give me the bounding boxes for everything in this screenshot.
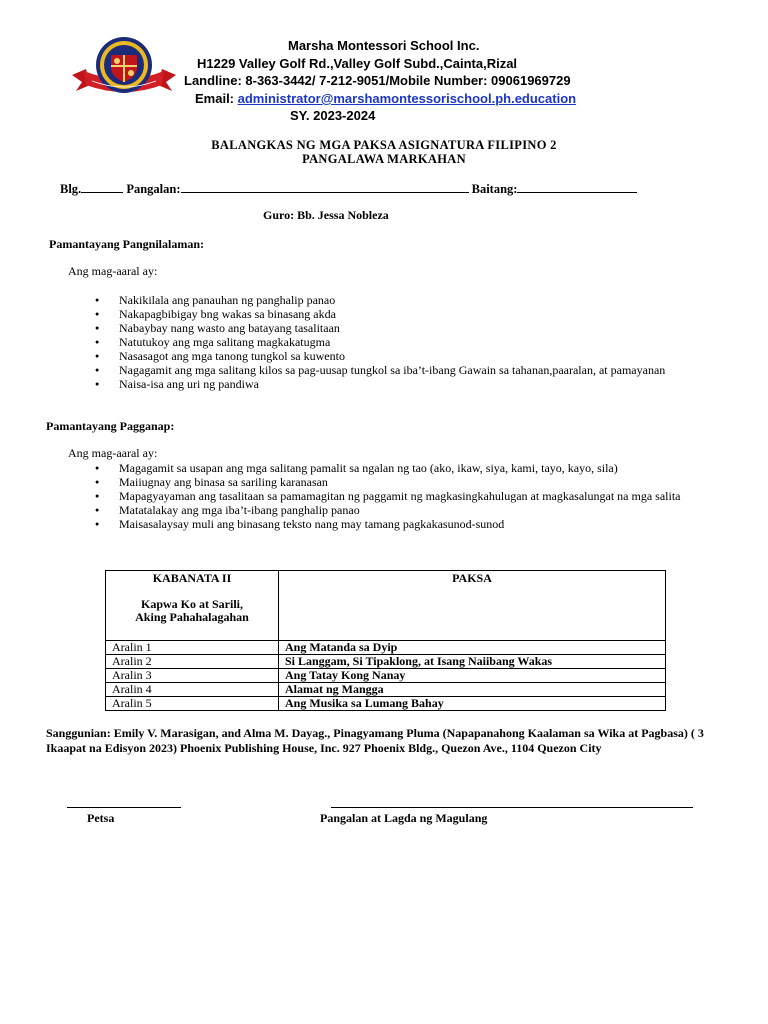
table-row [106, 641, 666, 655]
pangnilalaman-heading: Pamantayang Pangnilalaman: [49, 237, 205, 251]
kabanata-subtitle-1: Kapwa Ko at Sarili, [140, 597, 243, 611]
pagganap-heading: Pamantayang Pagganap: [46, 419, 175, 433]
list-item: ● Matatalakay ang mga iba’t-ibang panghalip panao [93, 503, 728, 517]
student-info-line [60, 180, 637, 197]
aralin-cell: Aralin 2 [106, 655, 279, 669]
aralin-cell: Aralin 5 [106, 697, 279, 711]
table-row [106, 683, 666, 697]
pangalan-field[interactable] [181, 180, 469, 193]
paksa-cell: Alamat ng Mangga [279, 683, 666, 697]
school-email-line [195, 91, 576, 107]
school-address: H1229 Valley Golf Rd.,Valley Golf Subd.,Cainta,Rizal [197, 56, 518, 71]
paksa-header-cell: PAKSA [279, 571, 666, 641]
list-item: ● Nakikilala ang panauhan ng panghalip panao [93, 293, 733, 307]
petsa-line[interactable] [67, 807, 181, 808]
list-item: ● Magagamit sa usapan ang mga salitang pamalit sa ngalan ng tao (ako, ikaw, siya, kami, tayo, kayo, sila) [93, 461, 728, 475]
list-item: ● Nagagamit ang mga salitang kilos sa pag-uusap tungkol sa iba’t-ibang Gawain sa tahanan,paaralan, at pamayanan [93, 363, 733, 377]
document-title: BALANGKAS NG MGA PAKSA ASIGNATURA FILIPINO 2 [211, 138, 557, 152]
list-item: ● Nakapagbibigay bng wakas sa binasang akda [93, 307, 733, 321]
pangnilalaman-list [93, 293, 733, 391]
table-row [106, 697, 666, 711]
kabanata-header-cell [106, 571, 279, 641]
pagganap-intro: Ang mag-aaral ay: [68, 446, 158, 460]
paksa-cell: Ang Musika sa Lumang Bahay [279, 697, 666, 711]
table-header-row [106, 571, 666, 641]
list-item: ● Natutukoy ang mga salitang magkakatugma [93, 335, 733, 349]
list-item: ● Maisasalaysay muli ang binasang teksto nang may tamang pagkakasunod-sunod [93, 517, 728, 531]
blg-field[interactable] [81, 180, 123, 193]
teacher-name: Guro: Bb. Jessa Nobleza [263, 208, 389, 222]
kabanata-title: KABANATA II [152, 571, 232, 585]
school-year: SY. 2023-2024 [290, 108, 376, 123]
table-row [106, 669, 666, 683]
paksa-cell: Si Langgam, Si Tipaklong, at Isang Naiibang Wakas [279, 655, 666, 669]
list-item: ● Maiiugnay ang binasa sa sariling karanasan [93, 475, 728, 489]
list-item: ● Mapagyayaman ang tasalitaan sa pamamagitan ng paggamit ng magkasingkahulugan at magkasalungat na mga salita [93, 489, 728, 503]
aralin-cell: Aralin 3 [106, 669, 279, 683]
pangnilalaman-intro: Ang mag-aaral ay: [68, 264, 158, 278]
email-link[interactable]: administrator@marshamontessorischool.ph.education [237, 91, 577, 106]
school-logo [70, 35, 178, 103]
document-subtitle: PANGALAWA MARKAHAN [302, 152, 466, 166]
school-name: Marsha Montessori School Inc. [288, 38, 480, 53]
sanggunian-reference: Sanggunian: Emily V. Marasigan, and Alma M. Dayag., Pinagyamang Pluma (Napapanahong Kaalaman sa Wika at Pagbasa) ( 3 Ikaapat na Edisyon 2023) Phoenix Publishing House, Inc. 927 Phoenix Bldg., Quezon Ave., 1104 Quezon City [46, 726, 704, 755]
aralin-cell: Aralin 1 [106, 641, 279, 655]
kabanata-subtitle-2: Aking Pahahalagahan [135, 610, 249, 624]
pangalan-label: Pangalan: [126, 182, 181, 196]
magulang-label: Pangalan at Lagda ng Magulang [320, 811, 488, 825]
paksa-cell: Ang Matanda sa Dyip [279, 641, 666, 655]
pagganap-list [93, 461, 728, 531]
aralin-cell: Aralin 4 [106, 683, 279, 697]
list-item: ● Nabaybay nang wasto ang batayang tasalitaan [93, 321, 733, 335]
magulang-signature-line[interactable] [331, 807, 693, 808]
baitang-label: Baitang: [471, 182, 518, 196]
kabanata-table [105, 570, 666, 711]
email-label: Email: [195, 91, 238, 106]
school-phones: Landline: 8-363-3442/ 7-212-9051/Mobile Number: 09061969729 [184, 73, 571, 88]
baitang-field[interactable] [517, 180, 637, 193]
blg-label: Blg. [60, 182, 82, 196]
table-row [106, 655, 666, 669]
petsa-label: Petsa [87, 811, 115, 825]
list-item: ● Nasasagot ang mga tanong tungkol sa kuwento [93, 349, 733, 363]
list-item: ● Naisa-isa ang uri ng pandiwa [93, 377, 733, 391]
paksa-cell: Ang Tatay Kong Nanay [279, 669, 666, 683]
